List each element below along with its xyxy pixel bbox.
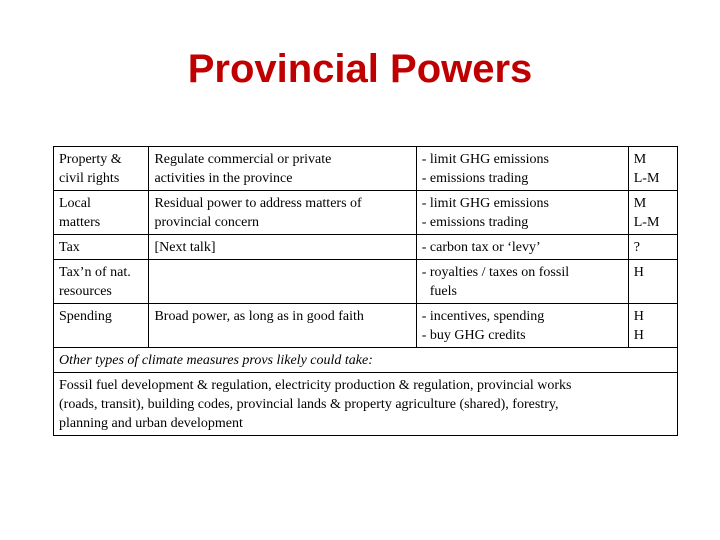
power-cell <box>149 304 416 348</box>
other-body-cell <box>54 373 678 436</box>
area-text: Tax <box>59 240 80 255</box>
table-row <box>54 304 678 348</box>
score-text: M <box>633 196 647 211</box>
measures-text: - carbon tax or ‘levy’ <box>421 240 541 255</box>
area-text: civil rights <box>59 171 120 186</box>
area-cell <box>54 147 149 191</box>
table-row <box>54 191 678 235</box>
other-text: Fossil fuel development & regulation, electricity production & regulation, provincial works <box>59 378 572 393</box>
area-text: matters <box>59 215 101 230</box>
score-text: L-M <box>633 171 660 186</box>
measures-cell <box>416 147 628 191</box>
area-cell <box>54 260 149 304</box>
power-cell <box>149 147 416 191</box>
power-text: [Next talk] <box>154 240 216 255</box>
measures-text: fuels <box>429 284 457 299</box>
table-row <box>54 348 678 373</box>
other-text: (roads, transit), building codes, provincial lands & property agriculture (shared), forestry, <box>59 397 559 412</box>
score-text: L-M <box>633 215 660 230</box>
measures-cell <box>416 191 628 235</box>
area-text: Spending <box>59 309 112 324</box>
score-text: H <box>633 309 644 324</box>
power-text: Regulate commercial or private <box>154 152 332 167</box>
area-text: Property & <box>59 152 122 167</box>
measures-text: - royalties / taxes on fossil <box>421 265 570 280</box>
power-cell <box>149 191 416 235</box>
area-text: Tax’n of nat. <box>59 265 131 280</box>
other-heading: Other types of climate measures provs likely could take: <box>59 353 373 368</box>
table-row <box>54 147 678 191</box>
area-text: resources <box>59 284 112 299</box>
area-cell <box>54 191 149 235</box>
measures-text: - limit GHG emissions <box>421 196 549 211</box>
other-text: planning and urban development <box>59 416 243 431</box>
page-title: Provincial Powers <box>187 47 533 91</box>
powers-table <box>53 146 678 436</box>
score-cell <box>628 147 677 191</box>
other-heading-cell <box>54 348 678 373</box>
measures-cell <box>416 235 628 260</box>
score-text: M <box>633 152 647 167</box>
power-text: Broad power, as long as in good faith <box>154 309 364 324</box>
measures-text: - buy GHG credits <box>421 328 526 343</box>
power-cell <box>149 260 416 304</box>
area-text: Local <box>59 196 91 211</box>
score-cell <box>628 260 677 304</box>
power-cell <box>149 235 416 260</box>
measures-cell <box>416 260 628 304</box>
measures-cell <box>416 304 628 348</box>
power-text: activities in the province <box>154 171 293 186</box>
measures-text: - limit GHG emissions <box>421 152 549 167</box>
power-text: Residual power to address matters of <box>154 196 362 211</box>
table-row <box>54 373 678 436</box>
score-cell <box>628 191 677 235</box>
score-text: H <box>633 328 644 343</box>
area-cell <box>54 304 149 348</box>
score-text: H <box>633 265 644 280</box>
measures-text: - emissions trading <box>421 215 529 230</box>
measures-text: - emissions trading <box>421 171 529 186</box>
power-text: provincial concern <box>154 215 260 230</box>
score-cell <box>628 235 677 260</box>
table-row <box>54 260 678 304</box>
score-text: ? <box>633 240 640 255</box>
measures-text: - incentives, spending <box>421 309 545 324</box>
area-cell <box>54 235 149 260</box>
score-cell <box>628 304 677 348</box>
table-row <box>54 235 678 260</box>
